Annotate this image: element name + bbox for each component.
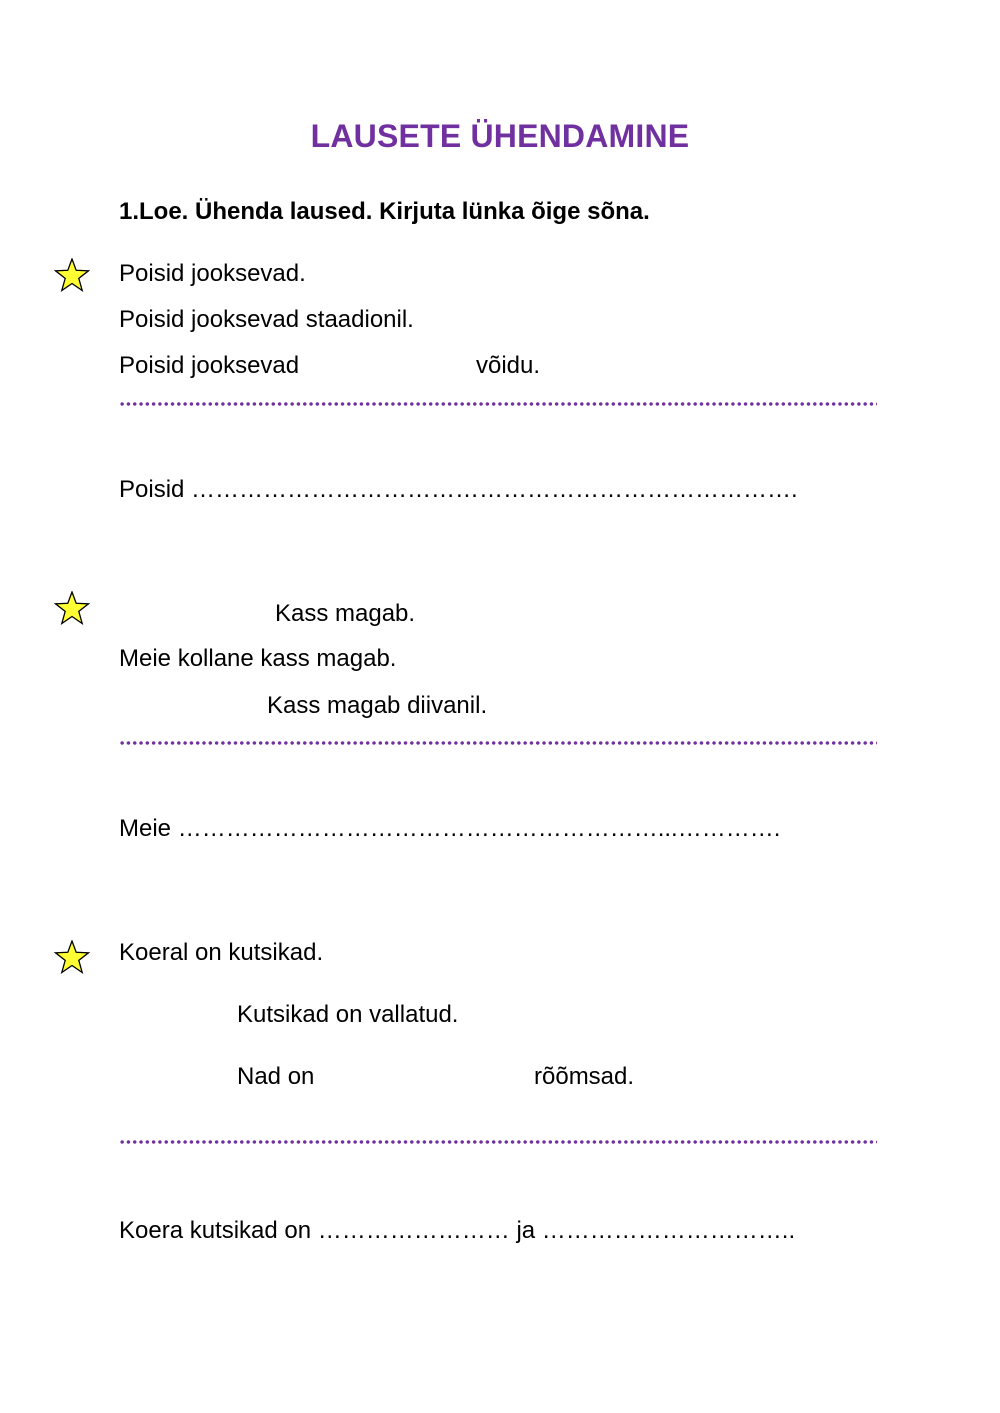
exercise3-sentence-1: Koeral on kutsikad. <box>119 939 324 966</box>
instruction-text: 1.Loe. Ühenda laused. Kirjuta lünka õige sõna. <box>119 198 650 225</box>
exercise2-sentence-1: Kass magab. <box>275 600 416 627</box>
exercise1-sentence-1: Poisid jooksevad. <box>119 260 306 287</box>
exercise3-sentence-2: Kutsikad on vallatud. <box>237 1001 459 1028</box>
exercise1-answer: Poisid …………………………………………………………………. <box>119 476 798 503</box>
exercise3-sentence-3-end: rõõmsad. <box>534 1063 635 1090</box>
exercise1-sentence-3-end: võidu. <box>476 352 541 379</box>
page-title: LAUSETE ÜHENDAMINE <box>310 118 690 154</box>
exercise3-answer-line <box>119 1140 877 1144</box>
exercise3-sentence-3-start: Nad on <box>237 1063 315 1090</box>
exercise2-answer-line <box>119 741 877 745</box>
star-icon <box>54 258 90 292</box>
exercise3-answer: Koera kutsikad on …………………… ja ………………………….. <box>119 1217 796 1244</box>
exercise2-sentence-3: Kass magab diivanil. <box>267 692 488 719</box>
exercise1-answer-line <box>119 402 877 406</box>
exercise1-sentence-3-start: Poisid jooksevad <box>119 352 300 379</box>
star-icon <box>54 940 90 974</box>
exercise1-sentence-2: Poisid jooksevad staadionil. <box>119 306 414 333</box>
exercise2-sentence-2: Meie kollane kass magab. <box>119 645 397 672</box>
star-icon <box>54 591 90 625</box>
exercise2-answer: Meie ……………………………………………………...…………. <box>119 815 781 842</box>
